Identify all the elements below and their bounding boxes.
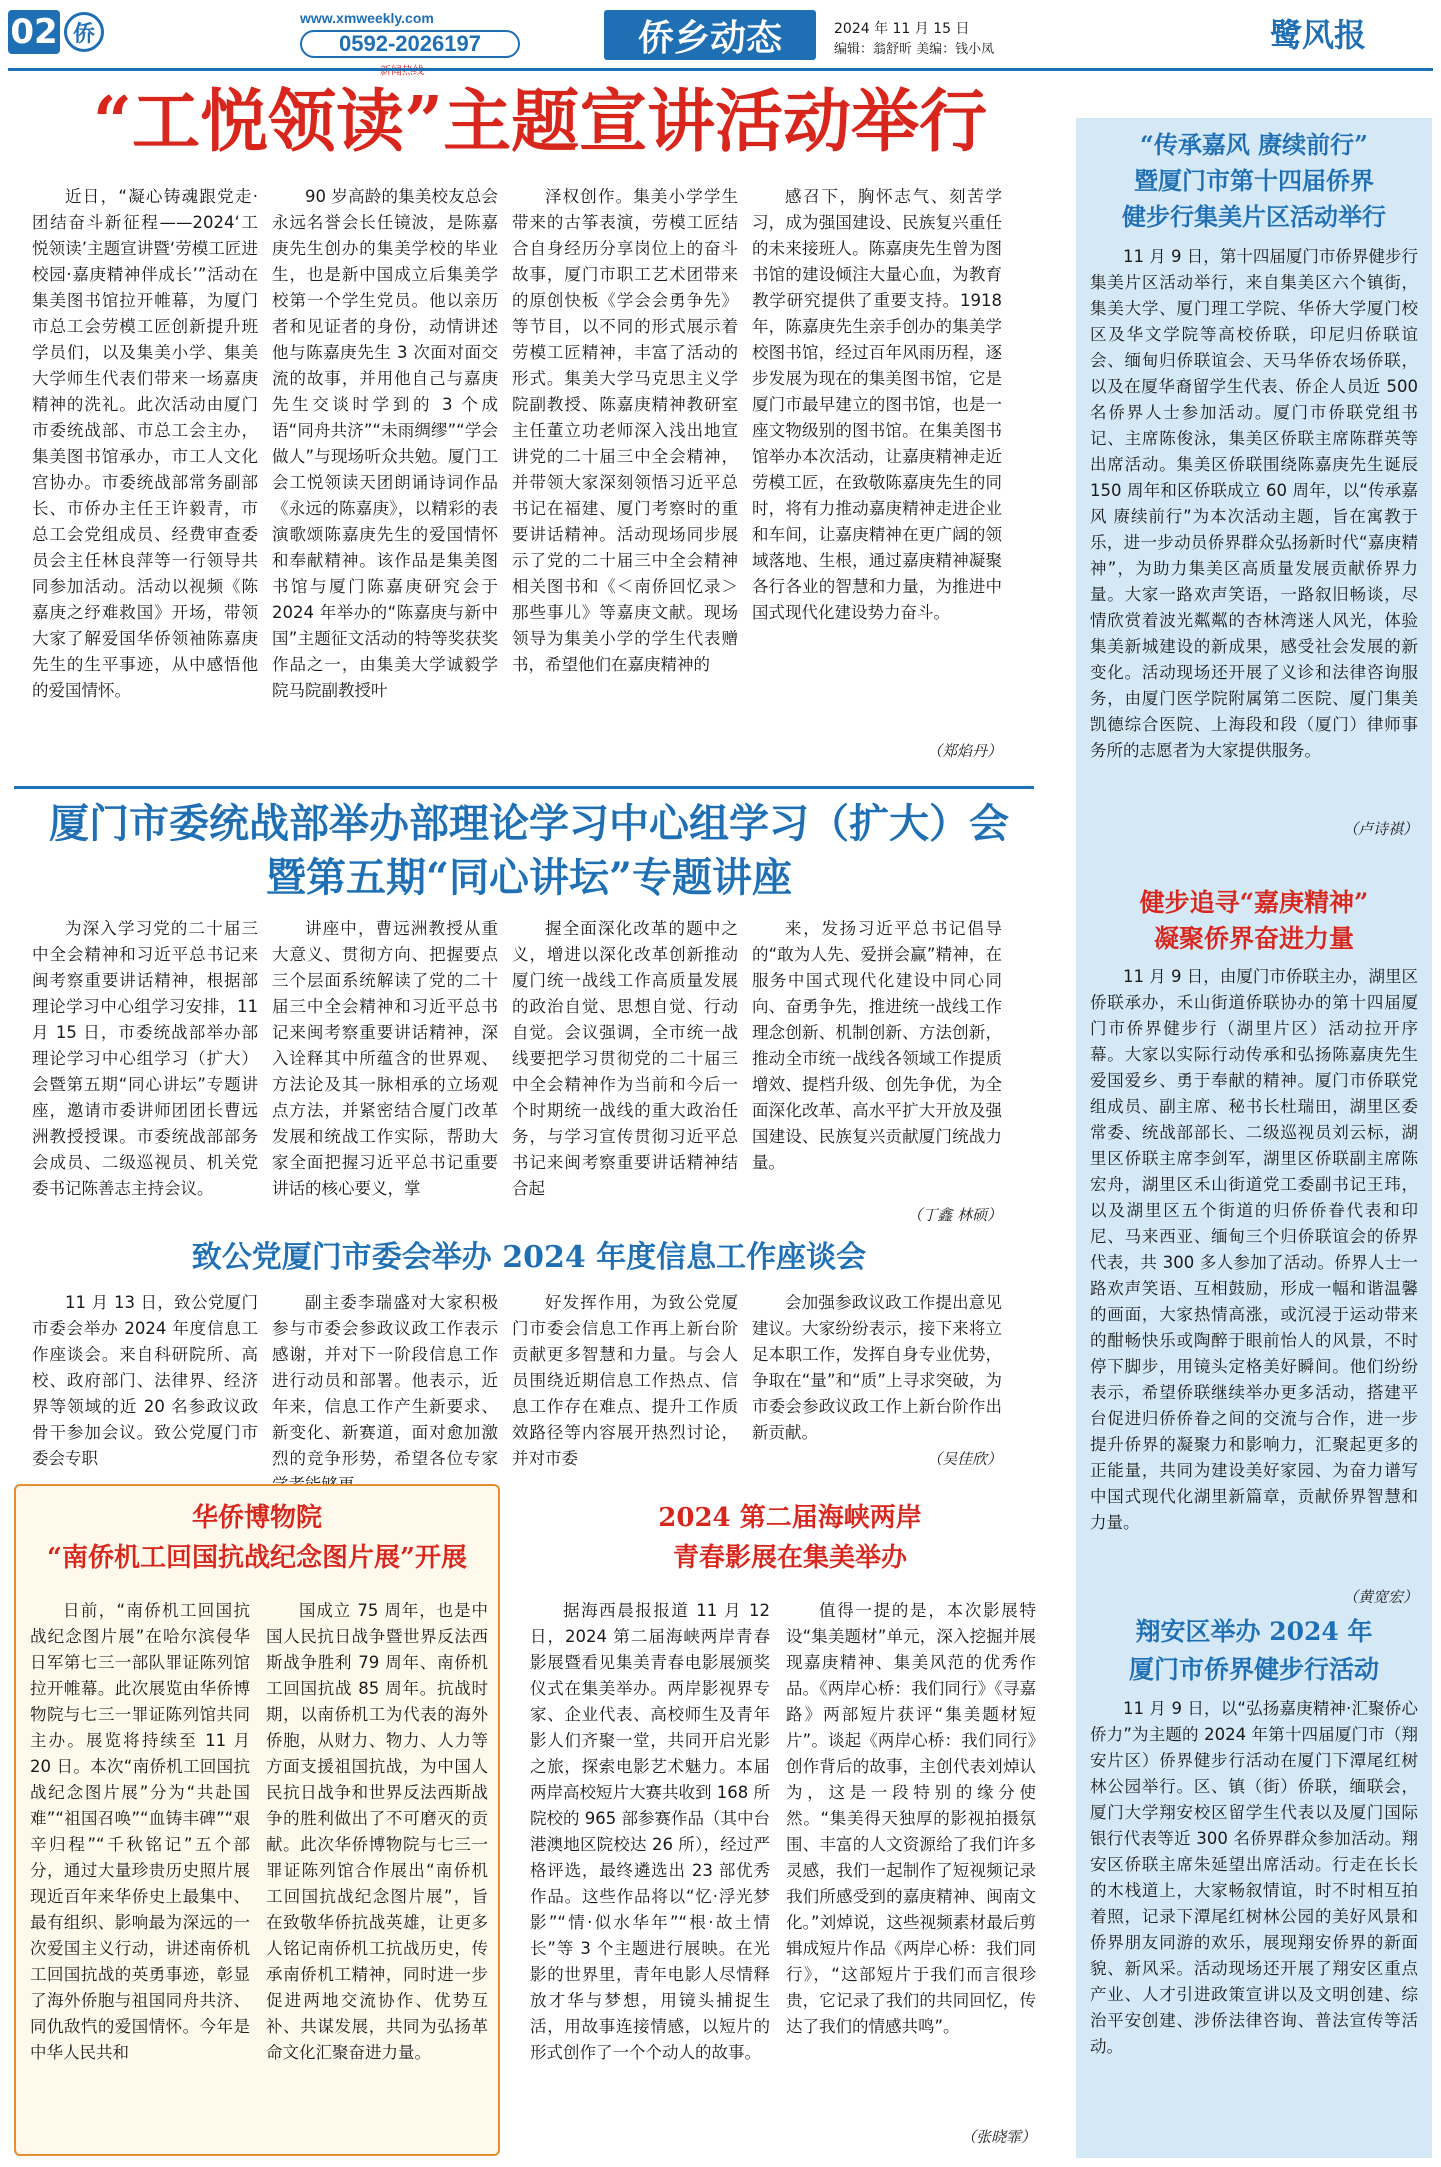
article3-col1: 11 月 13 日，致公党厦门市委会举办 2024 年度信息工作座谈会。来自科研院所、高校、政府部门、法律界、经济界等领域的近 20 名参政议政骨干参加会议。致公党厦门市委会专职 [32, 1293, 258, 1468]
sidebar3-headline-line2: 厦门市侨界健步行活动 [1128, 1655, 1379, 1684]
article2-author: （丁鑫 林硕） [907, 1206, 1002, 1224]
section-title: 侨乡动态 [604, 10, 816, 60]
article1-author: （郑焰丹） [926, 742, 1002, 760]
sidebar2-body: 11 月 9 日，由厦门市侨联主办，湖里区侨联承办，禾山街道侨联协办的第十四届厦门市侨界健步行（湖里片区）活动拉开序幕。大家以实际行动传承和弘扬陈嘉庚先生爱国爱乡、勇于奉献的精神。厦门市侨联党组成员、副主席、秘书长杜瑞田，湖里区委常委、统战部部长、二级巡视员刘云标，湖里区侨联主席李剑军，湖里区侨联副主席陈宏舟，湖里区禾山街道党工委副书记王玮，以及湖里区五个街道的归侨侨眷代表和印尼、马来西亚、缅甸三个归侨联谊会的侨界代表，共 300 多人参加了活动。侨界人士一路欢声笑语、互相鼓励，形成一幅和谐温馨的画面，大家热情高涨，或沉浸于运动带来的酣畅快乐或陶醉于眼前怡人的风景，不时停下脚步，用镜头定格美好瞬间。他们纷纷表示，希望侨联继续举办更多活动，搭建平台促进归侨侨眷之间的交流与合作，进一步提升侨界的凝聚力和影响力，汇聚起更多的正能量，共同为建设美好家园、为奋力谱写中国式现代化湖里新篇章，贡献侨界智慧和力量。 [1090, 967, 1418, 1532]
article1-headline: “工悦领读”主题宣讲活动举行 [92, 82, 988, 162]
article4-col1: 日前，“南侨机工回国抗战纪念图片展”在哈尔滨侵华日军第七三一部队罪证陈列馆拉开帷幕。此次展览由华侨博物院与七三一罪证陈列馆共同主办。展览将持续至 11 月 20 日。本次“南侨机工回国抗战纪念图片展”分为“共赴国难”“祖国召唤”“血铸丰碑”“艰辛归程”“千秋铭记”五个部分，通过大量珍贵历史照片展现近百年来华侨史上最集中、最有组织、影响最为深远的一次爱国主义行动，讲述南侨机工回国抗战的英勇事迹，彰显了海外侨胞与祖国同舟共济、同仇敌忾的爱国情怀。今年是中华人民共和 [30, 1601, 250, 2062]
editor-credits: 编辑：翁舒昕 美编：钱小凤 [834, 42, 995, 57]
article2-col4: 来，发扬习近平总书记倡导的“敢为人先、爱拼会赢”精神，在服务中国式现代化建设中同心同向、奋勇争先，推进统一战线工作理念创新、机制创新、方法创新，推动全市统一战线各领域工作提质增效、提档升级、创先争优，为全面深化改革、高水平扩大开放及强国建设、民族复兴贡献厦门统战力量。 [752, 919, 1002, 1172]
sidebar2-headline-line2: 凝聚侨界奋进力量 [1153, 924, 1354, 953]
sidebar1-headline-line3: 健步行集美片区活动举行 [1122, 202, 1386, 231]
qiao-logo-icon: 侨 [64, 12, 104, 52]
sidebar2-author: （黄宽宏） [1342, 1588, 1418, 1606]
article4-headline-line1: 华侨博物院 [191, 1503, 322, 1533]
article1-col3: 泽权创作。集美小学学生带来的古筝表演，劳模工匠结合自身经历分享岗位上的奋斗故事，厦门市职工艺术团带来的原创快板《学会会勇争先》等节目，以不同的形式展示着劳模工匠精神，丰富了活动的形式。集美大学马克思主义学院副教授、陈嘉庚精神教研室主任董立功老师深入浅出地宣讲党的二十届三中全会精神，并带领大家深刻领悟习近平总书记在福建、厦门考察时的重要讲话精神。活动现场同步展示了党的二十届三中全会精神相关图书和《＜南侨回忆录＞那些事儿》等嘉庚文献。现场领导为集美小学的学生代表赠书，希望他们在嘉庚精神的 [512, 187, 738, 674]
article2-col3: 握全面深化改革的题中之义，增进以深化改革创新推动厦门统一战线工作高质量发展的政治自觉、思想自觉、行动自觉。会议强调，全市统一战线要把学习贯彻党的二十届三中全会精神作为当前和今后一个时期统一战线的重大政治任务，与学习宣传贯彻习近平总书记来闽考察重要讲话精神结合起 [512, 919, 738, 1198]
article1-col2: 90 岁高龄的集美校友总会永远名誉会长任镜波，是陈嘉庚先生创办的集美学校的毕业生，也是新中国成立后集美学校第一个学生党员。他以亲历者和见证者的身份，动情讲述他与陈嘉庚先生 3 次面对面交流的故事，并用他自己与嘉庚先生交谈时学到的 3 个成语“同舟共济”“未雨绸缪”“学会做人”与现场听众共勉。厦门工会工悦领读天团朗诵诗词作品《永远的陈嘉庚》，以精彩的表演歌颂陈嘉庚先生的爱国情怀和奉献精神。该作品是集美图书馆与厦门陈嘉庚研究会于 2024 年举办的“陈嘉庚与新中国”主题征文活动的特等奖获奖作品之一，由集美大学诚毅学院马院副教授叶 [272, 187, 498, 700]
article1-col1: 近日，“凝心铸魂跟党走·团结奋斗新征程——2024‘工悦领读’主题宣讲暨‘劳模工匠进校园·嘉庚精神伴成长’”活动在集美图书馆拉开帷幕，为厦门市总工会劳模工匠创新提升班学员们，以及集美小学、集美大学师生代表们带来一场嘉庚精神的洗礼。此次活动由厦门市委统战部、市总工会主办，集美图书馆承办，市工人文化宫协办。市委统战部常务副部长、市侨办主任王许毅青，市总工会党组成员、经费审查委员会主任林良萍等一行领导共同参加活动。活动以视频《陈嘉庚之纾难救国》开场，带领大家了解爱国华侨领袖陈嘉庚先生的生平事迹，从中感悟他的爱国情怀。 [32, 187, 258, 700]
article5-col1: 据海西晨报报道 11 月 12 日，2024 第二届海峡两岸青春影展暨看见集美青春电影展颁奖仪式在集美举办。两岸影视界专家、企业代表、高校师生及青年影人们齐聚一堂，共同开启光影之旅，探索电影艺术魅力。本届两岸高校短片大赛共收到 168 所院校的 965 部参赛作品（其中台港澳地区院校达 26 所），经过严格评选，最终遴选出 23 部优秀作品。这些作品将以“忆·浮光梦影”“情·似水华年”“根·故土情长”等 3 个主题进行展映。在光影的世界里，青年电影人尽情释放才华与梦想，用镜头捕捉生活，用故事连接情感，以短片的形式创作了一个个动人的故事。 [530, 1601, 770, 2062]
article5-author: （张晓霏） [960, 2128, 1036, 2146]
newspaper-name: 鹭风报 [1270, 16, 1367, 54]
article3-col4: 会加强参政议政工作提出意见建议。大家纷纷表示，接下来将立足本职工作，发挥自身专业优势，争取在“量”和“质”上寻求突破，为市委会参政议政工作上新台阶作出新贡献。 [752, 1293, 1002, 1442]
article2-headline-line1: 厦门市委统战部举办部理论学习中心组学习（扩大）会 [49, 800, 1009, 847]
sidebar1-headline-line1: “传承嘉风 赓续前行” [1140, 130, 1368, 159]
page-number: 02 [8, 10, 60, 54]
sidebar1-author: （卢诗祺） [1342, 820, 1418, 838]
article5-headline-line2: 青春影展在集美举办 [672, 1543, 907, 1573]
article1-col4: 感召下，胸怀志气、刻苦学习，成为强国建设、民族复兴重任的未来接班人。陈嘉庚先生曾为图书馆的建设倾注大量心血，为教育教学研究提供了重要支持。1918 年，陈嘉庚先生亲手创办的集美学校图书馆，经过百年风雨历程，逐步发展为现在的集美图书馆，它是厦门市最早建立的图书馆，也是一座文物级别的图书馆。在集美图书馆举办本次活动，让嘉庚精神走近劳模工匠，在致敬陈嘉庚先生的同时，将有力推动嘉庚精神走进企业和车间，让嘉庚精神在更广阔的领域落地、生根，通过嘉庚精神凝聚各行各业的智慧和力量，为推进中国式现代化建设势力奋斗。 [752, 187, 1002, 622]
sidebar3-body: 11 月 9 日，以“弘扬嘉庚精神·汇聚侨心侨力”为主题的 2024 年第十四届厦门市（翔安片区）侨界健步行活动在厦门下潭尾红树林公园举行。区、镇（街）侨联，缅联会，厦门大学翔安校区留学生代表以及厦门国际银行代表等近 300 名侨界群众参加活动。翔安区侨联主席朱延望出席活动。行走在长长的木栈道上，大家畅叙情谊，时不时相互拍着照，记录下潭尾红树林公园的美好风景和侨界朋友同游的欢乐，展现翔安侨界的新面貌、新风采。活动现场还开展了翔安区重点产业、人才引进政策宣讲以及文明创建、综治平安创建、涉侨法律咨询、普法宣传等活动。 [1090, 1699, 1418, 2056]
article3-headline: 致公党厦门市委会举办 2024 年度信息工作座谈会 [191, 1240, 867, 1275]
sidebar1-headline-line2: 暨厦门市第十四届侨界 [1134, 166, 1374, 195]
article2-headline-line2: 暨第五期“同心讲坛”专题讲座 [265, 854, 792, 901]
header-divider [8, 68, 1433, 71]
issue-date: 2024 年 11 月 15 日 [834, 21, 970, 37]
article2-col1: 为深入学习党的二十届三中全会精神和习近平总书记来闽考察重要讲话精神，根据部理论学习中心组学习安排，11 月 15 日，市委统战部举办部理论学习中心组学习（扩大）会暨第五期“同心讲坛”专题讲座，邀请市委讲师团团长曹远洲教授授课。市委统战部部务会成员、二级巡视员、机关党委书记陈善志主持会议。 [32, 919, 258, 1198]
website-url[interactable]: www.xmweekly.com [300, 10, 434, 26]
article3-col3: 好发挥作用，为致公党厦门市委会信息工作再上新台阶贡献更多智慧和力量。与会人员围绕近期信息工作热点、信息工作存在难点、提升工作质效路径等内容展开热烈讨论，并对市委 [512, 1293, 738, 1468]
article2-col2: 讲座中，曹远洲教授从重大意义、贯彻方向、把握要点三个层面系统解读了党的二十届三中全会精神和习近平总书记来闽考察重要讲话精神，深入诠释其中所蕴含的世界观、方法论及其一脉相承的立场观点方法，并紧密结合厦门改革发展和统战工作实际，帮助大家全面把握习近平总书记重要讲话的核心要义，掌 [272, 919, 498, 1198]
article4-col2: 国成立 75 周年，也是中国人民抗日战争暨世界反法西斯战争胜利 79 周年、南侨机工回国抗战 85 周年。抗战时期，以南侨机工为代表的海外侨胞，从财力、物力、人力等方面支援祖国抗战，为中国人民抗日战争和世界反法西斯战争的胜利做出了不可磨灭的贡献。此次华侨博物院与七三一罪证陈列馆合作展出“南侨机工回国抗战纪念图片展”，旨在致敬华侨抗战英雄，让更多人铭记南侨机工抗战历史，传承南侨机工精神，同时进一步促进两地交流协作、优势互补、共谋发展，共同为弘扬革命文化汇聚奋进力量。 [266, 1601, 488, 2062]
article5-col2: 值得一提的是，本次影展特设“集美题材”单元，深入挖掘并展现嘉庚精神、集美风范的优秀作品。《两岸心桥：我们同行》《寻嘉路》两部短片获评“集美题材短片”。谈起《两岸心桥：我们同行》创作背后的故事，主创代表刘焯认为，这是一段特别的缘分使然。“集美得天独厚的影视拍摄氛围、丰富的人文资源给了我们许多灵感，我们一起制作了短视频记录我们所感受到的嘉庚精神、闽南文化。”刘焯说，这些视频素材最后剪辑成短片作品《两岸心桥：我们同行》，“这部短片于我们而言很珍贵，它记录了我们的共同回忆，传达了我们的情感共鸣”。 [786, 1601, 1036, 2036]
section-divider-1 [14, 786, 1034, 789]
sidebar2-headline-line1: 健步追寻“嘉庚精神” [1139, 888, 1369, 917]
article3-author: （吴佳欣） [926, 1450, 1002, 1468]
sidebar3-headline-line1: 翔安区举办 2024 年 [1135, 1617, 1373, 1646]
hotline-number: 0592-2026197 [300, 30, 520, 58]
sidebar1-body: 11 月 9 日，第十四届厦门市侨界健步行集美片区活动举行，来自集美区六个镇街，集美大学、厦门理工学院、华侨大学厦门校区及华文学院等高校侨联，印尼归侨联谊会、缅甸归侨联谊会、天马华侨农场侨联，以及在厦华裔留学生代表、侨企人员近 500 名侨界人士参加活动。厦门市侨联党组书记、主席陈俊泳，集美区侨联主席陈群英等出席活动。集美区侨联围绕陈嘉庚先生诞辰 150 周年和区侨联成立 60 周年，以“传承嘉风 赓续前行”为本次活动主题，旨在寓教于乐，进一步动员侨界群众弘扬新时代“嘉庚精神”，为助力集美区高质量发展贡献侨界力量。大家一路欢声笑语，一路叙旧畅谈，尽情欣赏着波光粼粼的杏林湾迷人风光，体验集美新城建设的新成果，感受社会发展的新变化。活动现场还开展了义诊和法律咨询服务，由厦门医学院附属第二医院、厦门集美凯德综合医院、上海段和段（厦门）律师事务所的志愿者为大家提供服务。 [1090, 247, 1418, 760]
article4-headline-line2: “南侨机工回国抗战纪念图片展”开展 [47, 1543, 467, 1573]
article3-col2: 副主委李瑞盛对大家积极参与市委会参政议政工作表示感谢，并对下一阶段信息工作进行动员和部署。他表示，近年来，信息工作产生新要求、新变化、新赛道，面对愈加激烈的竞争形势，希望各位专家 [272, 1293, 498, 1468]
article5-headline-line1: 2024 第二届海峡两岸 [658, 1503, 922, 1533]
